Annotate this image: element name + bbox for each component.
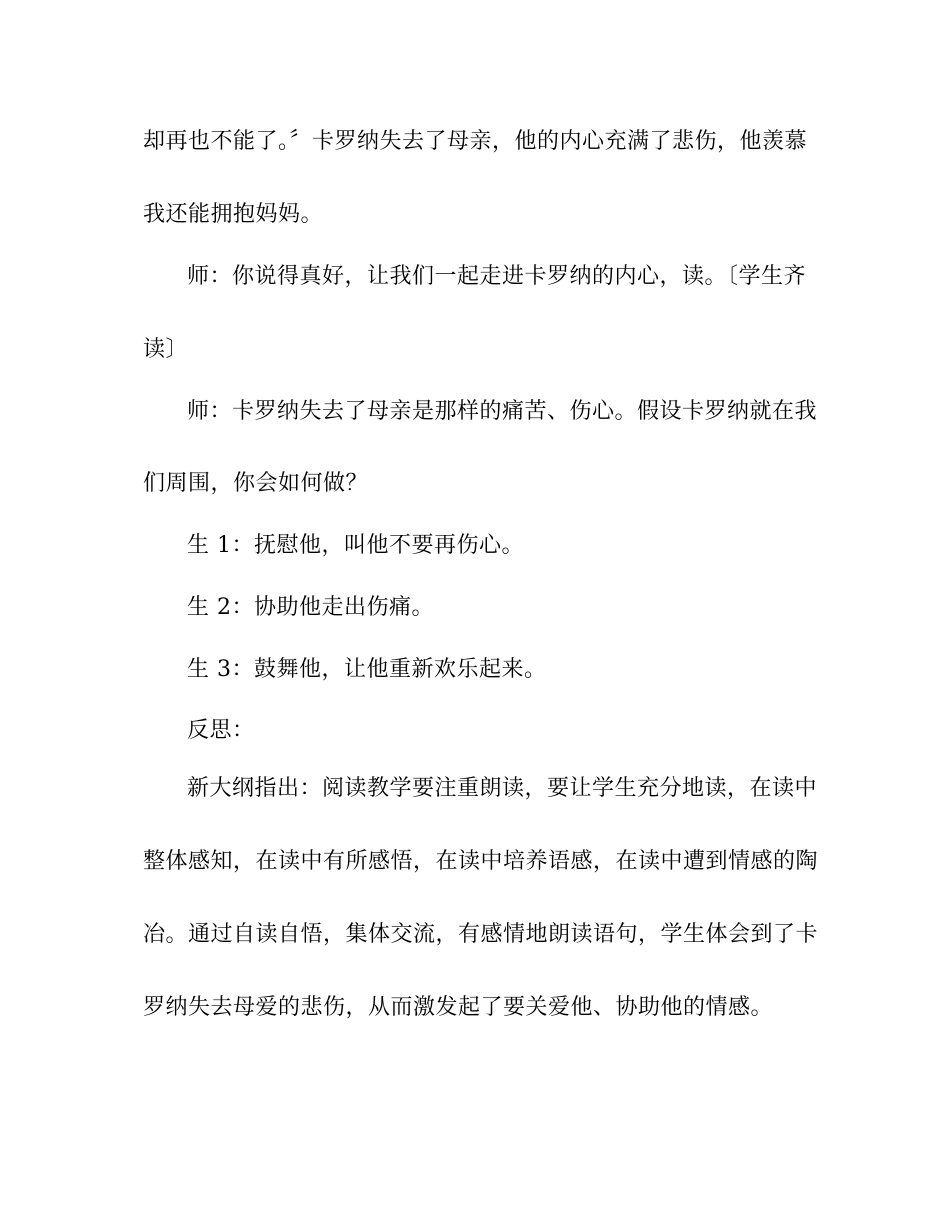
- paragraph-line: 整体感知，在读中有所感悟，在读中培养语感，在读中遭到情感的陶: [143, 849, 819, 874]
- section-heading: 反思：: [187, 718, 255, 743]
- paragraph-line: 生 3：鼓舞他，让他重新欢乐起来。: [187, 657, 547, 682]
- paragraph-line: 们周围，你会如何做？: [143, 471, 369, 496]
- paragraph-line: 却再也不能了。〞卡罗纳失去了母亲，他的内心充满了悲伤，他羡慕: [143, 129, 808, 154]
- paragraph-line: 师：卡罗纳失去了母亲是那样的痛苦、伤心。假设卡罗纳就在我: [187, 399, 818, 424]
- paragraph-line: 读〕: [143, 337, 189, 362]
- paragraph-line: 冶。通过自读自悟，集体交流，有感情地朗读语句，学生体会到了卡: [143, 922, 819, 947]
- paragraph-line: 生 2：协助他走出伤痛。: [187, 595, 434, 620]
- paragraph-line: 生 1：抚慰他，叫他不要再伤心。: [187, 533, 524, 558]
- paragraph-line: 师：你说得真好，让我们一起走进卡罗纳的内心，读。〔学生齐: [187, 264, 807, 289]
- paragraph-line: 罗纳失去母爱的悲伤，从而激发起了要关爱他、协助他的情感。: [143, 995, 774, 1020]
- paragraph-line: 我还能拥抱妈妈。: [143, 202, 324, 227]
- paragraph-line: 新大纲指出：阅读教学要注重朗读，要让学生充分地读，在读中: [187, 776, 818, 801]
